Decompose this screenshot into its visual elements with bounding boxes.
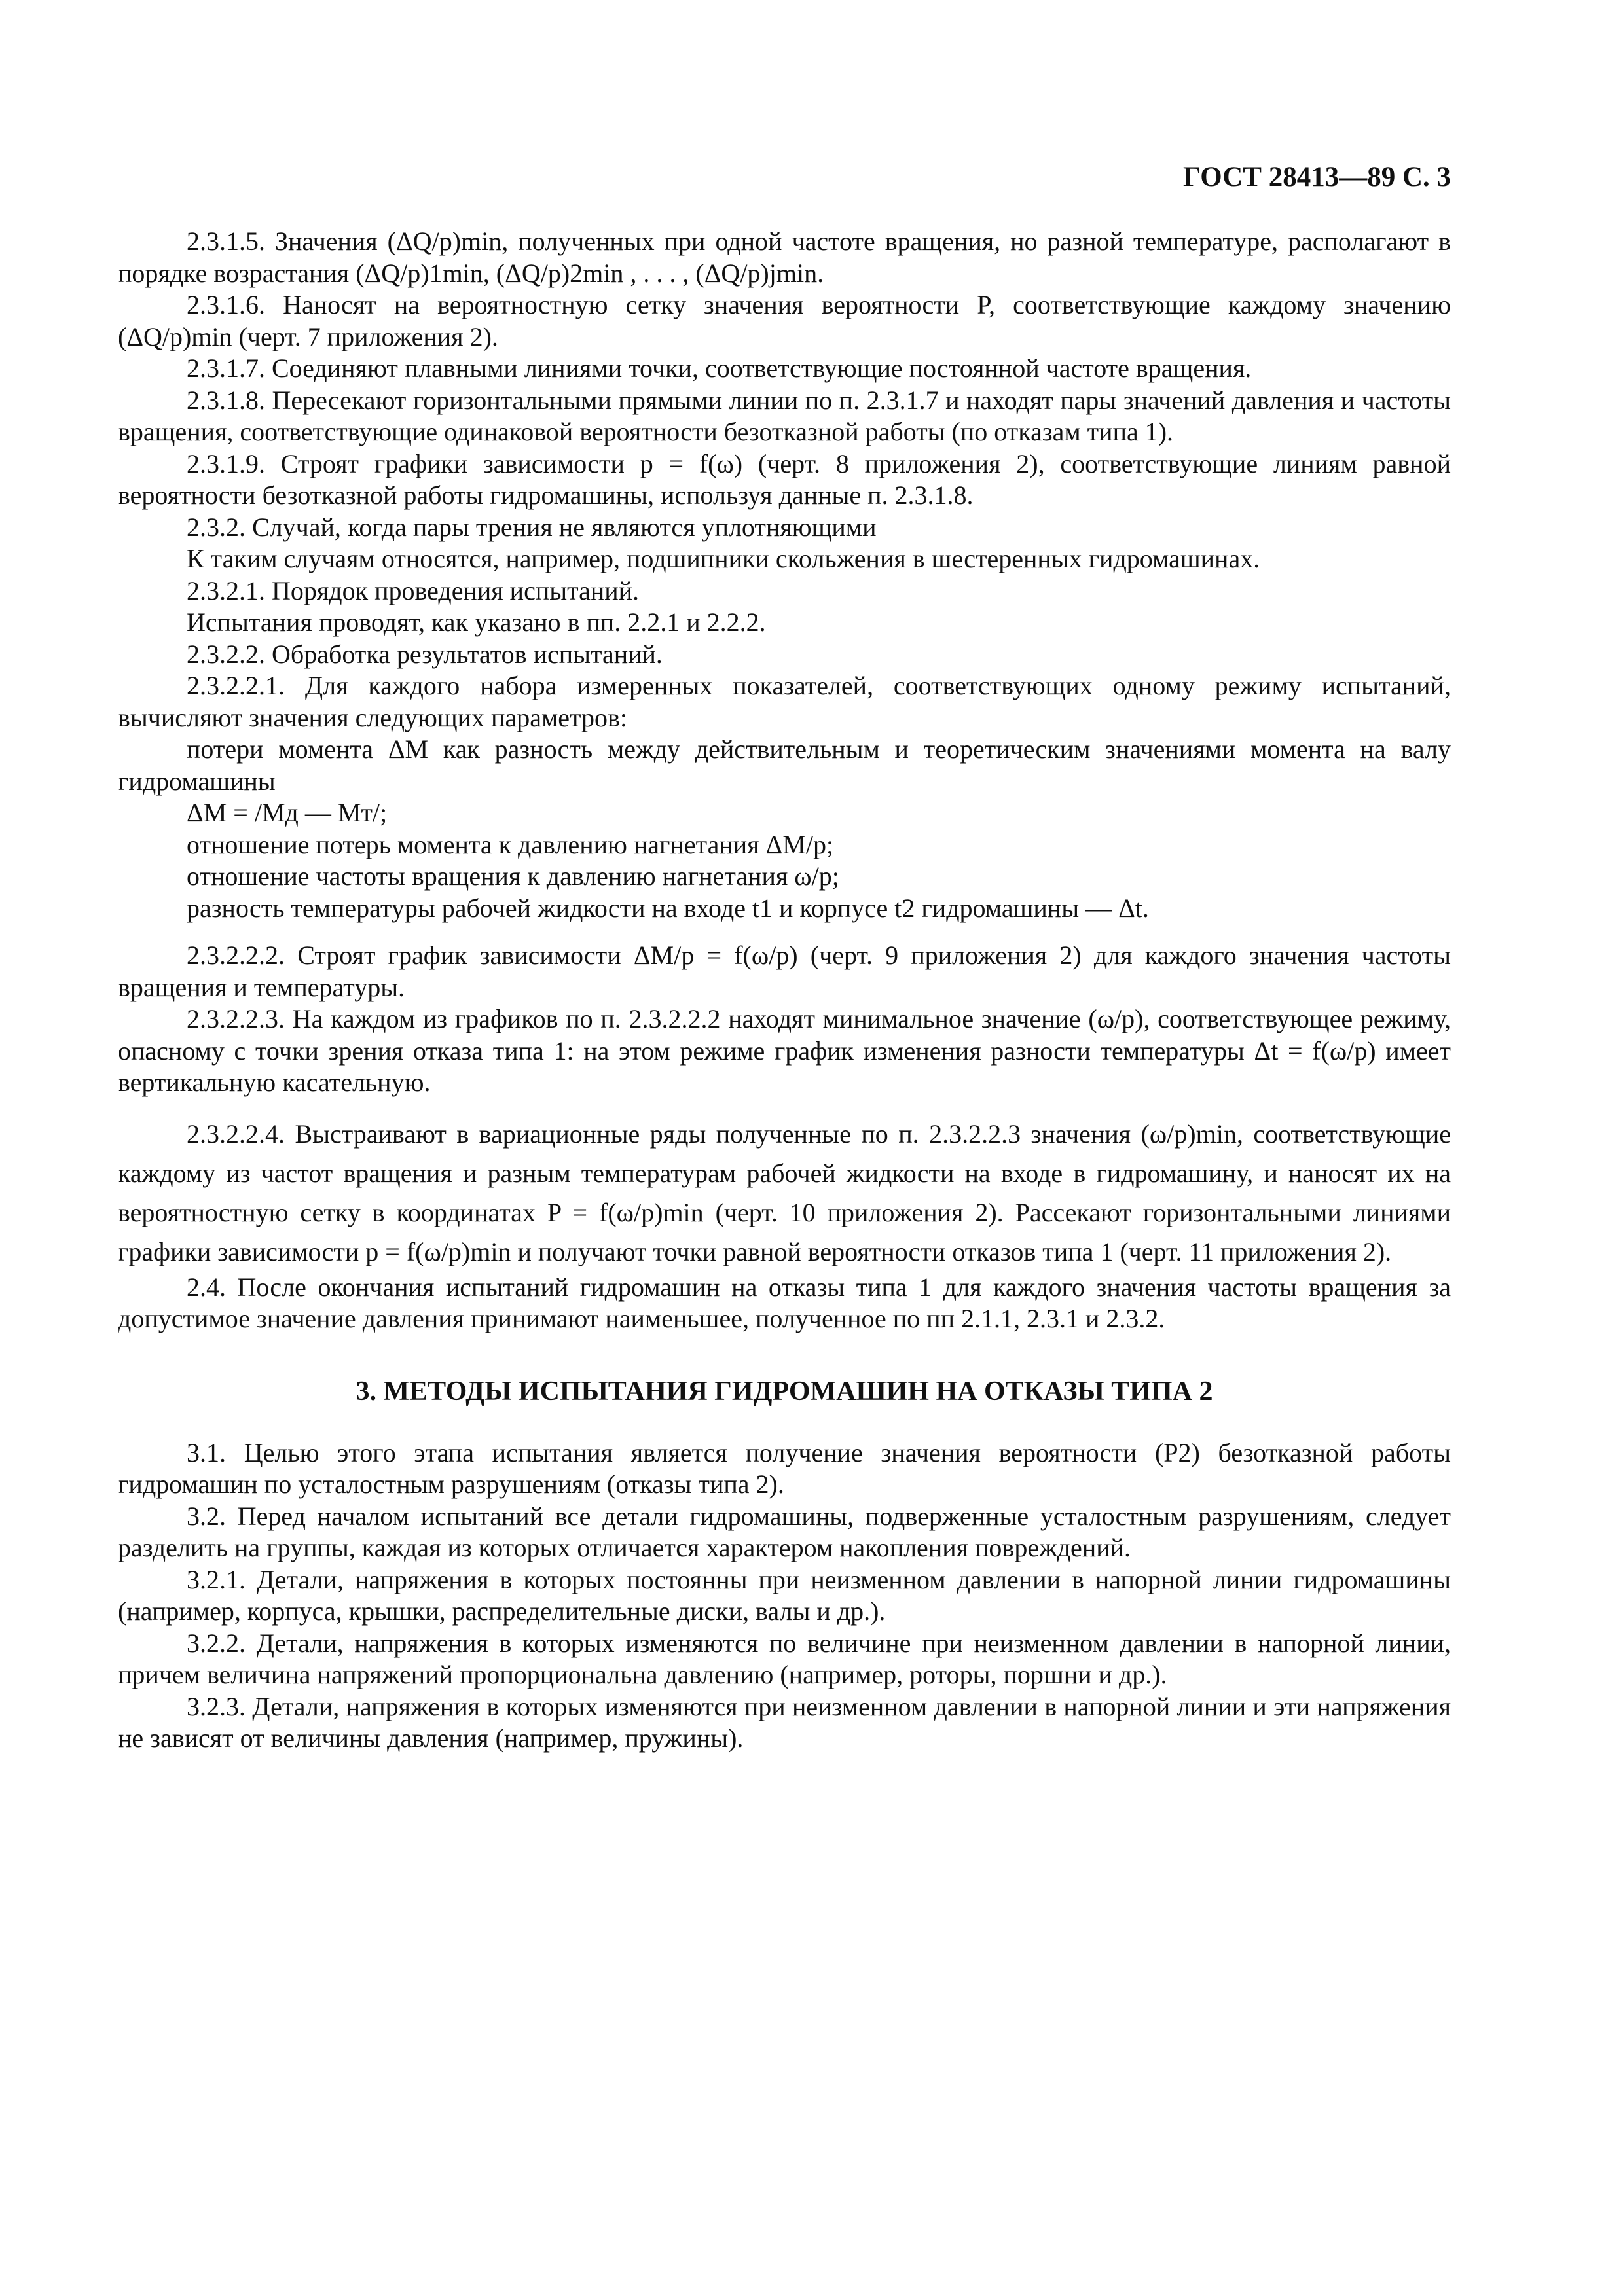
paragraph-2-3-1-9: 2.3.1.9. Строят графики зависимости p = f(ω) (черт. 8 приложения 2), соответствующие линиям равной вероятности безотказной работы гидромашины, используя данные п. 2.3.1.8. [118,448,1451,510]
document-body [118,226,1451,1755]
paragraph-2-3-1-7: 2.3.1.7. Соединяют плавными линиями точки, соответствующие постоянной частоте вращения. [187,353,1252,383]
paragraph-2-3-1-8: 2.3.1.8. Пересекают горизонтальными прямыми линии по п. 2.3.1.7 и находят пары значений давления и частоты вращения, соответствующие одинаковой вероятности безотказной работы (по отказам типа 1). [118,385,1451,446]
paragraph-2-3-1-5: 2.3.1.5. Значения (ΔQ/p)min, полученных при одной частоте вращения, но разной температуре, располагают в порядке возрастания (ΔQ/p)1min, (ΔQ/p)2min , . . . , (ΔQ/p)jmin. [118,226,1451,288]
paragraph-2-3-2-2: 2.3.2.2. Обработка результатов испытаний. [187,639,663,669]
paragraph-3-2-3: 3.2.3. Детали, напряжения в которых изменяются при неизменном давлении в напорной линии и эти напряжения не зависят от величины давления (например, пружины). [118,1691,1451,1753]
paragraph-moment-loss: потери момента ΔM как разность между действительным и теоретическим значениями момента на валу гидромашины [118,734,1451,796]
paragraph-2-3-2-examples: К таким случаям относятся, например, подшипники скольжения в шестеренных гидромашинах. [187,544,1260,573]
paragraph-ratio-moment: отношение потерь момента к давлению нагнетания ΔM/p; [187,829,834,859]
paragraph-2-3-2-2-4: 2.3.2.2.4. Выстраивают в вариационные ряды полученные по п. 2.3.2.2.3 значения (ω/p)min, соответствующие каждому из частот вращения и разным температурам рабочей жидкости на входе в гидромашину, и наносят их на вероятностную сетку в координатах P = f(ω/p)min (черт. 10 приложения 2). Рассекают горизонтальными линиями графики зависимости p = f(ω/p)min и получают точки равной вероятности отказов типа 1 (черт. 11 приложения 2). [118,1119,1451,1266]
paragraph-temperature-diff: разность температуры рабочей жидкости на входе t1 и корпусе t2 гидромашины — Δt. [187,893,1149,923]
paragraph-2-3-2-1-text: Испытания проводят, как указано в пп. 2.2.1 и 2.2.2. [187,607,766,637]
paragraph-2-3-2-2-1: 2.3.2.2.1. Для каждого набора измеренных показателей, соответствующих одному режиму испытаний, вычисляют значения следующих параметров: [118,671,1451,732]
paragraph-3-2-2: 3.2.2. Детали, напряжения в которых изменяются по величине при неизменном давлении в напорной линии, причем величина напряжений пропорциональна давлению (например, роторы, поршни и др.). [118,1628,1451,1689]
section-3-heading: 3. МЕТОДЫ ИСПЫТАНИЯ ГИДРОМАШИН НА ОТКАЗЫ ТИПА 2 [356,1376,1213,1407]
formula-delta-m: ΔM = /Mд — Mт/; [187,798,388,827]
paragraph-ratio-speed: отношение частоты вращения к давлению нагнетания ω/p; [187,861,839,891]
paragraph-2-3-2-1: 2.3.2.1. Порядок проведения испытаний. [187,575,640,605]
paragraph-3-2-1: 3.2.1. Детали, напряжения в которых постоянны при неизменном давлении в напорной линии гидромашины (например, корпуса, крышки, распределительные диски, валы и др.). [118,1564,1451,1626]
paragraph-2-3-2: 2.3.2. Случай, когда пары трения не являются уплотняющими [187,512,877,542]
paragraph-2-3-1-6: 2.3.1.6. Наносят на вероятностную сетку значения вероятности P, соответствующие каждому значению (ΔQ/p)min (черт. 7 приложения 2). [118,290,1451,351]
paragraph-2-3-2-2-2: 2.3.2.2.2. Строят график зависимости ΔM/p = f(ω/p) (черт. 9 приложения 2) для каждого значения частоты вращения и температуры. [118,941,1451,1002]
paragraph-3-1: 3.1. Целью этого этапа испытания является получение значения вероятности (P2) безотказной работы гидромашин по усталостным разрушениям (отказы типа 2). [118,1437,1451,1499]
document-page [118,0,1451,2296]
running-title: ГОСТ 28413—89 С. 3 [1182,162,1451,192]
paragraph-2-4: 2.4. После окончания испытаний гидромашин на отказы типа 1 для каждого значения частоты вращения за допустимое значение давления принимают наименьшее, полученное по пп 2.1.1, 2.3.1 и 2.3.2. [118,1272,1451,1333]
paragraph-2-3-2-2-3: 2.3.2.2.3. На каждом из графиков по п. 2.3.2.2.2 находят минимальное значение (ω/p), соответствующее режиму, опасному с точки зрения отказа типа 1: на этом режиме график изменения разности температуры Δt = f(ω/p) имеет вертикальную касательную. [118,1004,1451,1097]
paragraph-3-2: 3.2. Перед началом испытаний все детали гидромашины, подверженные усталостным разрушениям, следует разделить на группы, каждая из которых отличается характером накопления повреждений. [118,1501,1451,1562]
